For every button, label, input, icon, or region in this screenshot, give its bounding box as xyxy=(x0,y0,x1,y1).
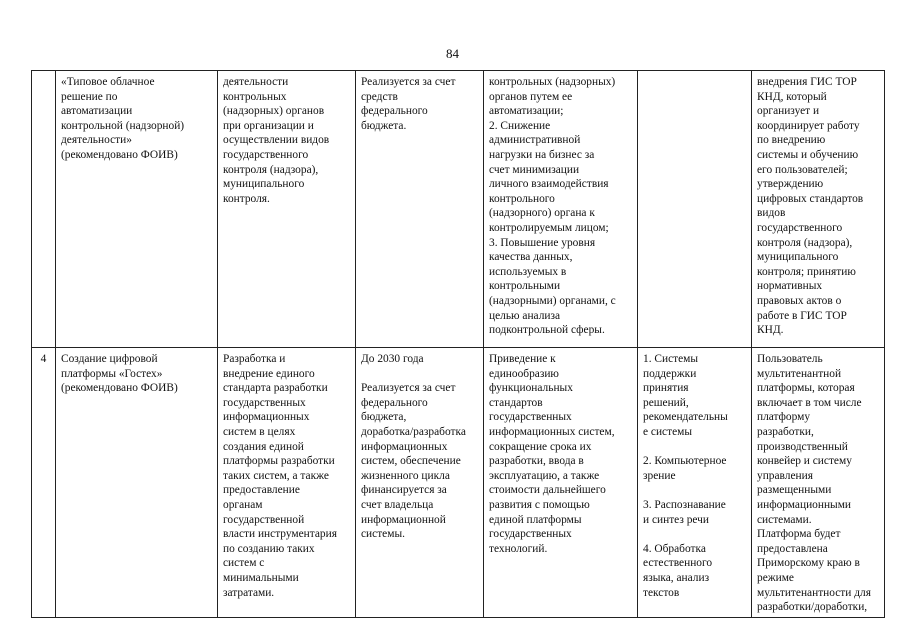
page-number: 84 xyxy=(446,46,459,61)
terms-cell: До 2030 года Реализуется за счет федерального бюджета, доработка/разработка информационных систем, обеспечение жизненного цикла финансируется за счет владельца информационной системы. xyxy=(356,348,484,618)
effects-cell: контрольных (надзорных) органов путем ее автоматизации; 2. Снижение административной нагрузки на бизнес за счет минимизации личного взаимодействия контрольного (надзорного) органа к контролируемым лицом; 3. Повышение уровня качества данных, используемых в контрольными (надзорными) органами, с целью анализа подконтрольной сферы. xyxy=(484,71,638,348)
project-name-cell: Создание цифровой платформы «Гостех» (рекомендовано ФОИВ) xyxy=(56,348,218,618)
comments-cell: Пользователь мультитенантной платформы, которая включает в том числе платформу разработки, производственный конвейер и систему управления размещенными информационными системами. Платформа будет предоставлена Приморскому краю в режиме мультитенантности для разработки/доработки, xyxy=(752,348,885,618)
technologies-cell xyxy=(638,71,752,348)
projects-table xyxy=(31,70,885,618)
comments-cell: внедрения ГИС ТОР КНД, который организует и координирует работу по внедрению системы и обучению его пользователей; утверждению цифровых стандартов видов государственного контроля (надзора), муниципального контроля; принятию нормативных правовых актов о работе в ГИС ТОР КНД. xyxy=(752,71,885,348)
description-cell: деятельности контрольных (надзорных) органов при организации и осуществлении видов государственного контроля (надзора), муниципального контроля. xyxy=(218,71,356,348)
description-cell: Разработка и внедрение единого стандарта разработки государственных информационных систем в целях создания единой платформы разработки таких систем, а также предоставление органам государственной власти инструментария по созданию таких систем с минимальными затратами. xyxy=(218,348,356,618)
project-name-cell: «Типовое облачное решение по автоматизации контрольной (надзорной) деятельности» (рекомендовано ФОИВ) xyxy=(56,71,218,348)
technologies-cell: 1. Системы поддержки принятия решений, рекомендательны е системы 2. Компьютерное зрение 3. Распознавание и синтез речи 4. Обработка естественного языка, анализ текстов xyxy=(638,348,752,618)
table-row xyxy=(32,71,885,348)
terms-cell: Реализуется за счет средств федерального бюджета. xyxy=(356,71,484,348)
effects-cell: Приведение к единообразию функциональных стандартов государственных информационных систем, сокращение срока их разработки, ввода в эксплуатацию, а также стоимости дальнейшего развития с помощью единой платформы государственных технологий. xyxy=(484,348,638,618)
table-row xyxy=(32,348,885,618)
row-number-cell xyxy=(32,71,56,348)
row-number-cell: 4 xyxy=(32,348,56,618)
page-crop-edge xyxy=(0,630,905,640)
